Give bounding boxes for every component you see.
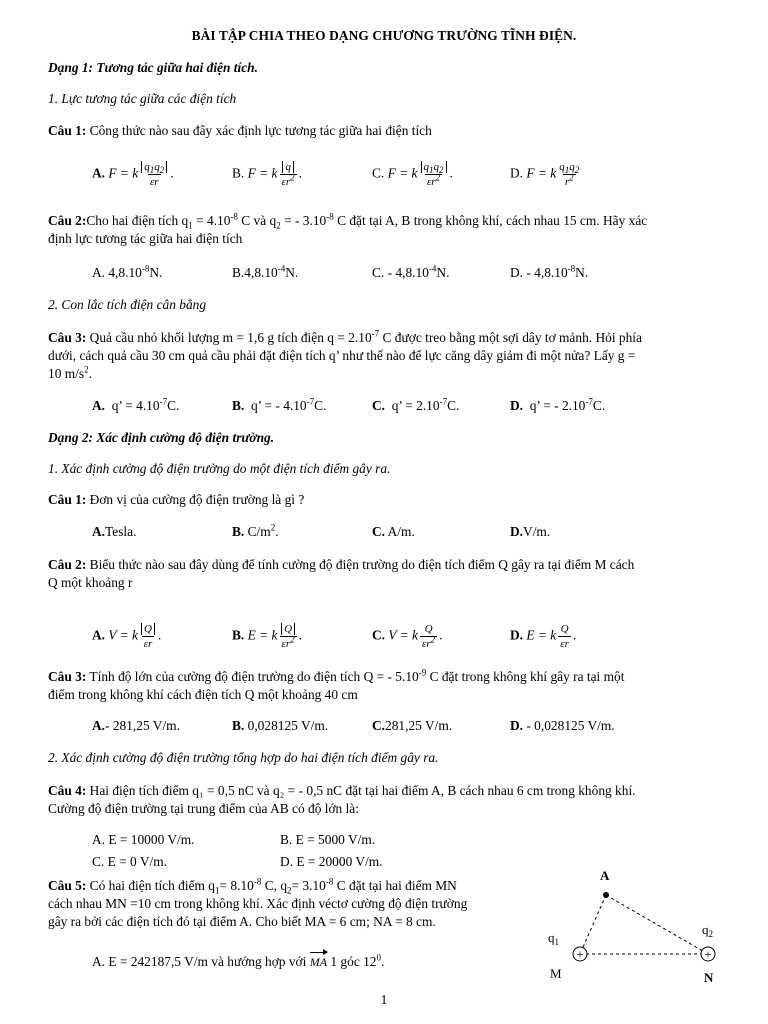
question-label: Câu 2: [48, 213, 87, 228]
question-text: Công thức nào sau đây xác định lực tương tác giữa hai điện tích [86, 123, 432, 138]
option-d: D. E = k $\frac{Q}{\varepsilon r}$ . [510, 623, 577, 650]
fraction: $\frac{q_1q_2}{\varepsilon r^2}$ [420, 160, 448, 189]
option-a: A. E = 10000 V/m. [92, 832, 195, 847]
option-c: C. F = k $\frac{q_1q_2}{\varepsilon r^2}$ . [372, 161, 453, 188]
option-d: D. - $4,8.10^{-8}N$. [510, 263, 589, 280]
question-1 [48, 123, 432, 139]
question-5: Câu 5: Có hai điện tích điểm $q_1= 8.10^{-8}$ C, $q_2= 3.10^{-8}$ C đặt tại hai điểm MN cách nhau MN =10 cm trong không khí. Xác định véctơ cường độ điện trường gây ra bởi các điện tích đó tại điểm A. Cho biết MA = 6 cm; NA = 8 cm. [48, 876, 468, 929]
option-d: D. - 0,028125 V/m. [510, 718, 615, 733]
label-q1: $q_1$ [548, 930, 559, 947]
option-label: D. [510, 165, 524, 181]
option-d: D. E = 20000 V/m. [280, 854, 383, 869]
subsection-heading: 2. Xác định cường độ điện trường tổng hợp do hai điện tích điểm gây ra. [48, 750, 439, 765]
option-b: $B.4,8.10^{-4}N$. [232, 263, 299, 280]
option-b: B. 0,028125 V/m. [232, 718, 329, 733]
option-b: B. $C/m^2$. [232, 522, 279, 539]
label-a: A [600, 868, 610, 883]
section-heading-dang2: Dạng 2: Xác định cường độ điện trường. [48, 430, 275, 445]
option-d: D.V/m. [510, 524, 551, 539]
option-label: A. [92, 165, 106, 181]
option-a: A. $4,8.10^{-8}N$. [92, 263, 163, 280]
option-c: C. q’ = $2.10^{-7}C$. [372, 396, 460, 413]
subsection-heading: 2. Con lắc tích điện cân bằng [48, 297, 207, 312]
text: = 4.10 [192, 213, 231, 228]
subsection-heading: 1. Xác định cường độ điện trường do một điện tích điểm gây ra. [48, 461, 391, 476]
page-title: BÀI TẬP CHIA THEO DẠNG CHƯƠNG TRƯỜNG TĨNH ĐIỆN. [191, 28, 577, 43]
question-2: Câu 2:Cho hai điện tích $q_1 = 4.10^{-8}$ C và $q_2$ = - $3.10^{-8}$ C đặt tại A, B trong không khí, cách nhau 15 cm. Hãy xác định lực tương tác giữa hai điện tích [48, 211, 648, 246]
option-a: A. V = k $\frac{Q}{\varepsilon r}$ . [92, 623, 162, 650]
option-c: C.281,25 V/m. [372, 718, 453, 733]
triangle-diagram [538, 860, 738, 990]
fraction: $\frac{q_1q_2}{r^2}$ [559, 161, 580, 188]
option-c: C. V = k $\frac{Q}{\varepsilon r^2}$ . [372, 623, 443, 650]
option-c: C. - $4,8.10^{-4}N$. [372, 263, 450, 280]
segment-an [606, 895, 708, 954]
label-m: M [550, 966, 562, 981]
fraction: $\frac{q}{\varepsilon r^2}$ [281, 161, 295, 188]
formula: F = k [247, 165, 278, 181]
option-a: A. F = k $\frac{q_1q_2}{\varepsilon r}$ . [92, 161, 174, 188]
option-a: A. E = 242187,5 V/m và hướng hợp với MA 1 góc $12^0$. [92, 952, 385, 969]
label-n: N [704, 970, 714, 985]
option-b: B. E = k $\frac{Q}{\varepsilon r^2}$ . [232, 623, 302, 650]
plus-sign-q1: + [576, 946, 584, 962]
text: Cho hai điện tích q [86, 213, 189, 228]
option-c: C. A/m. [372, 524, 415, 539]
point-a [603, 892, 609, 898]
text: định lực tương tác giữa hai điện tích [48, 231, 243, 246]
formula: F = k [526, 165, 557, 181]
section-heading-dang1: Dạng 1: Tương tác giữa hai điện tích. [48, 60, 258, 75]
text: C đặt tại A, B trong không khí, cách nhau 15 cm. Hãy xác [333, 213, 648, 228]
question-3: Câu 3: Tính độ lớn của cường độ điện trường do điện tích Q = - $5.10^{-9}$ C đặt trong không khí gây ra tại một điểm trong không khí cách điện tích Q một khoảng 40 cm [48, 667, 625, 702]
formula: F = k [108, 165, 139, 181]
fraction: $\frac{q_1q_2}{\varepsilon r}$ [140, 160, 168, 189]
question-4: Câu 4: Hai điện tích điểm q₁ = 0,5 nC và q₂ = - 0,5 nC đặt tại hai điểm A, B cách nhau 6 cm trong không khí. Cường độ điện trường tại trung điểm của AB có độ lớn là: [48, 783, 636, 816]
option-label: B. [232, 165, 245, 181]
plus-sign-q2: + [704, 946, 712, 962]
page-number: 1 [380, 992, 388, 1007]
segment-am [580, 895, 606, 954]
option-label: C. [372, 165, 385, 181]
question-1: Câu 1: Đơn vị của cường độ điện trường là gì ? [48, 492, 305, 507]
option-a: A. q’ = $4.10^{-7}C$. [92, 396, 180, 413]
question-label: Câu 1: [48, 123, 87, 138]
formula: F = k [387, 165, 418, 181]
vector-ma: MA [309, 955, 328, 969]
question-2: Câu 2: Biểu thức nào sau đây dùng để tính cường độ điện trường do điện tích điểm Q gây ra tại điểm M cách Q một khoảng r [48, 557, 635, 590]
label-q2: $q_2$ [702, 922, 713, 939]
option-d [510, 160, 582, 189]
text: C và q [237, 213, 277, 228]
text: = - 3.10 [280, 213, 327, 228]
option-a: A.Tesla. [92, 524, 137, 539]
option-b: B. q’ = - $4.10^{-7}C$. [232, 396, 327, 413]
question-3: Câu 3: Quả cầu nhỏ khối lượng m = 1,6 g tích điện $q = 2.10^{-7}$ C được treo bằng một sợi dây tơ mảnh. Hỏi phía dưới, cách quả cầu 30 cm quả cầu phải đặt điện tích q’ như thế nào để lực căng dây giảm đi một nửa? Lấy g = 10 $m/s^2$. [48, 328, 642, 381]
subsection-heading: 1. Lực tương tác giữa các điện tích [48, 91, 237, 106]
option-d: D. q’ = - $2.10^{-7}C$. [510, 396, 606, 413]
option-c: C. E = 0 V/m. [92, 854, 168, 869]
option-a: A.- 281,25 V/m. [92, 718, 180, 733]
option-b: B. F = k $\frac{q}{\varepsilon r^2}$ . [232, 161, 302, 188]
option-b: B. E = 5000 V/m. [280, 832, 376, 847]
